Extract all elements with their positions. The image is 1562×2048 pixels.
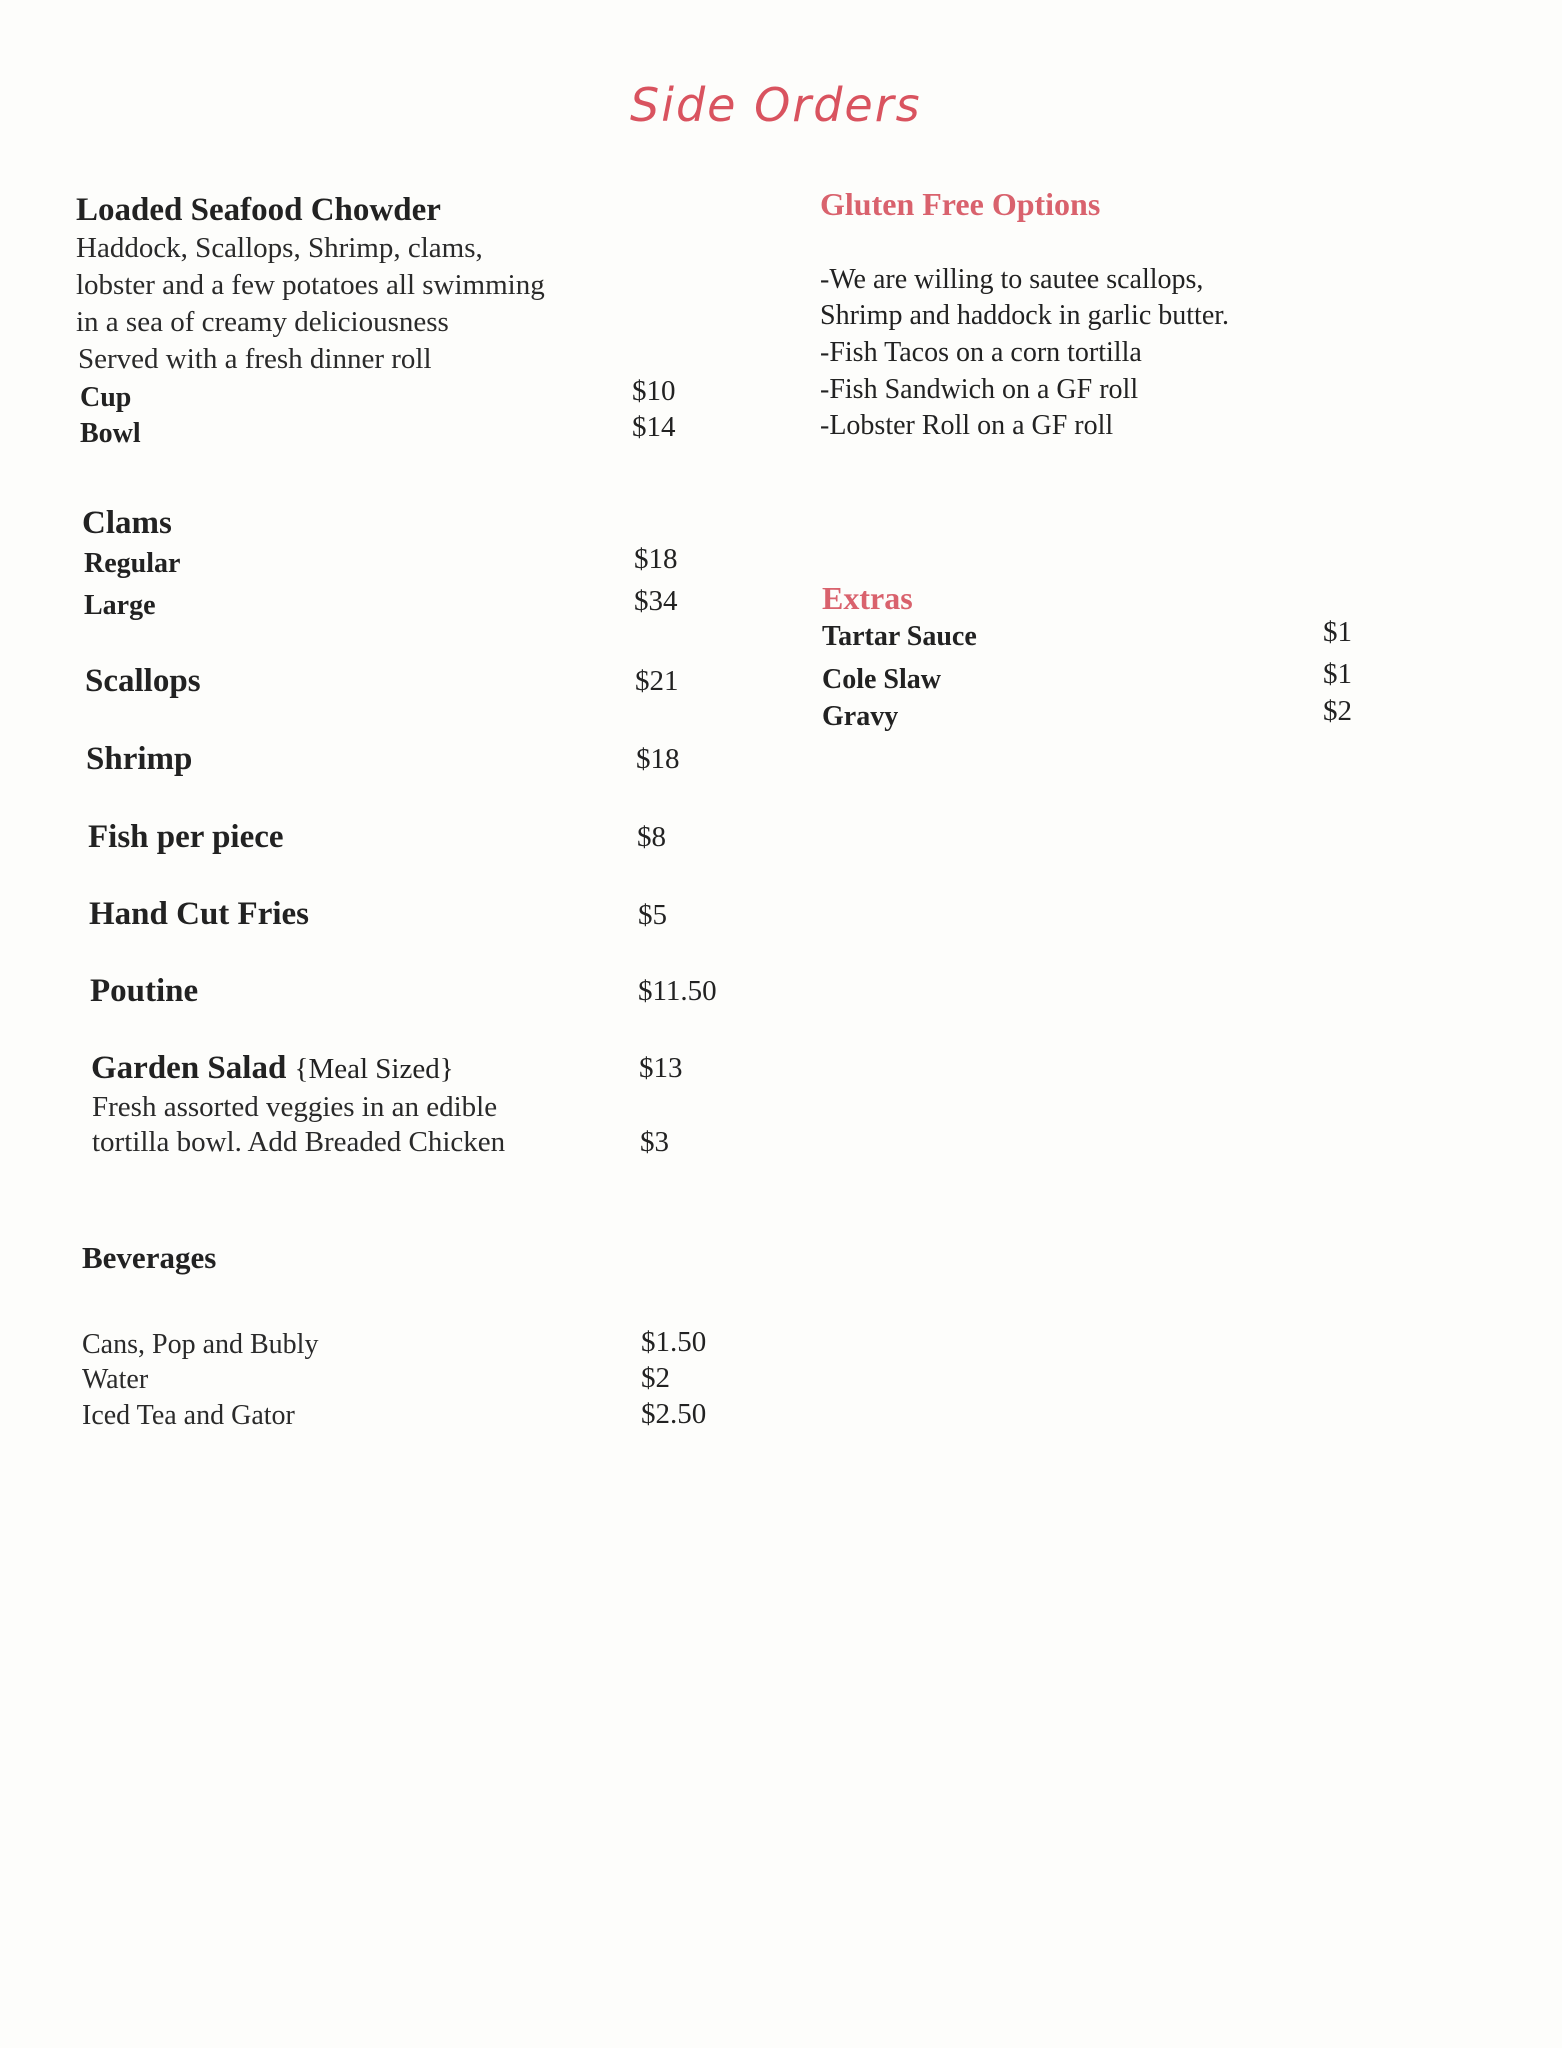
menu-item-name: Shrimp [86, 741, 193, 777]
extra-name: Cole Slaw [822, 664, 941, 695]
salad-size-note: {Meal Sized} [294, 1053, 454, 1085]
chowder-bowl-label: Bowl [80, 418, 141, 449]
extra-price: $1 [1323, 658, 1352, 690]
menu-item-price: $11.50 [638, 975, 717, 1007]
extra-price: $1 [1323, 616, 1352, 648]
salad-desc-line: tortilla bowl. Add Breaded Chicken [92, 1126, 506, 1158]
clams-large-label: Large [84, 590, 156, 621]
salad-name: Garden Salad [91, 1050, 287, 1086]
extra-name: Gravy [822, 701, 899, 732]
gluten-free-heading: Gluten Free Options [820, 186, 1101, 222]
beverage-name: Iced Tea and Gator [82, 1400, 295, 1431]
beverage-price: $1.50 [641, 1326, 707, 1358]
salad-price: $13 [639, 1052, 683, 1084]
beverage-price: $2 [641, 1362, 670, 1394]
salad-chicken-price: $3 [640, 1126, 669, 1158]
gluten-free-line: -We are willing to sautee scallops, [820, 264, 1204, 295]
chowder-desc-line: in a sea of creamy deliciousness [76, 306, 449, 338]
clams-regular-price: $18 [634, 543, 678, 575]
clams-regular-label: Regular [84, 548, 181, 579]
menu-item-price: $21 [635, 665, 679, 697]
menu-item-price: $5 [638, 899, 667, 931]
beverage-name: Cans, Pop and Bubly [82, 1329, 319, 1360]
page-title: Side Orders [630, 78, 922, 132]
beverage-name: Water [82, 1364, 149, 1395]
chowder-cup-label: Cup [80, 382, 132, 413]
salad-desc-line: Fresh assorted veggies in an edible [92, 1091, 498, 1123]
beverages-heading: Beverages [82, 1240, 217, 1275]
gluten-free-line: -Fish Sandwich on a GF roll [820, 374, 1139, 405]
extra-name: Tartar Sauce [822, 621, 977, 652]
menu-item-name: Fish per piece [88, 819, 284, 855]
menu-item-price: $8 [637, 821, 666, 853]
extras-heading: Extras [822, 580, 913, 616]
chowder-cup-price: $10 [632, 375, 676, 407]
chowder-desc-line: Served with a fresh dinner roll [78, 343, 432, 375]
chowder-name: Loaded Seafood Chowder [76, 192, 441, 228]
salad-heading [91, 1050, 454, 1087]
menu-item-price: $18 [636, 743, 680, 775]
menu-item-name: Poutine [90, 973, 199, 1009]
chowder-desc-line: lobster and a few potatoes all swimming [76, 269, 545, 301]
extra-price: $2 [1323, 695, 1352, 727]
menu-item-name: Hand Cut Fries [89, 896, 310, 932]
gluten-free-line: -Lobster Roll on a GF roll [820, 410, 1114, 441]
chowder-desc-line: Haddock, Scallops, Shrimp, clams, [76, 232, 483, 264]
gluten-free-line: -Fish Tacos on a corn tortilla [820, 337, 1142, 368]
beverage-price: $2.50 [641, 1398, 707, 1430]
chowder-bowl-price: $14 [632, 411, 676, 443]
gluten-free-line: Shrimp and haddock in garlic butter. [820, 300, 1230, 331]
menu-item-name: Scallops [85, 663, 201, 699]
clams-large-price: $34 [634, 585, 678, 617]
clams-name: Clams [82, 505, 172, 541]
